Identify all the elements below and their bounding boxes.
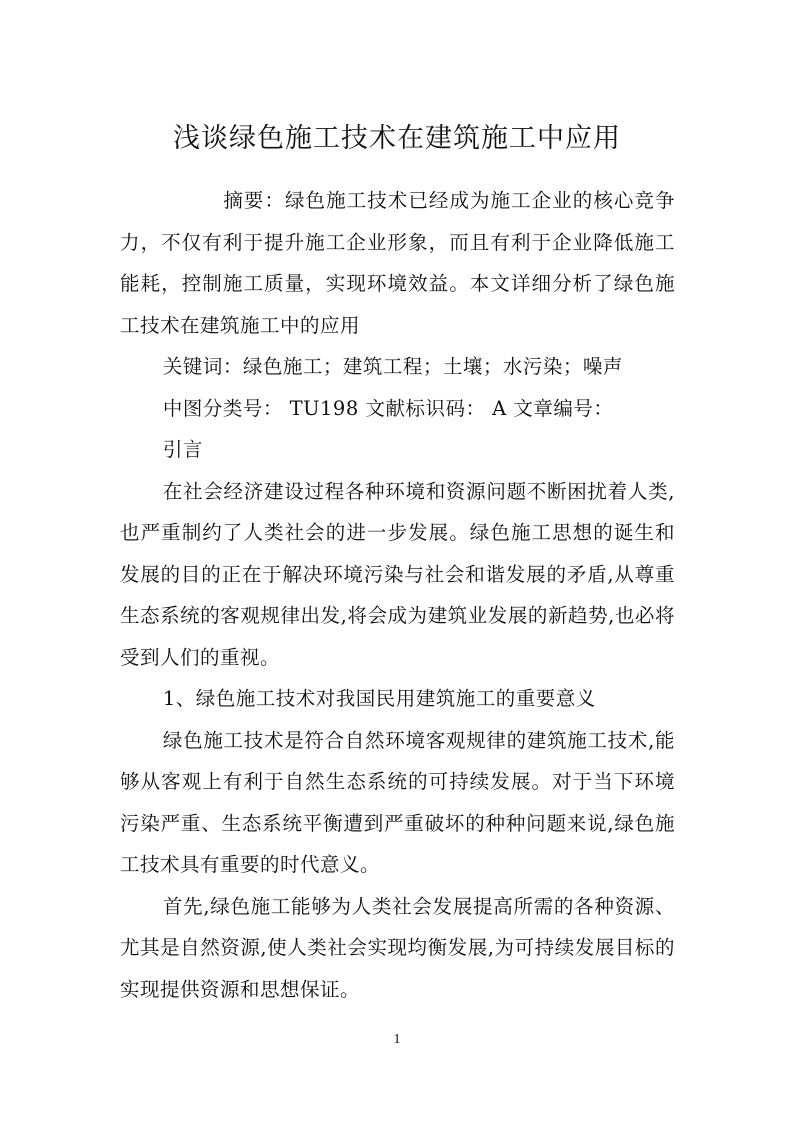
abstract-paragraph: 摘要：绿色施工技术已经成为施工企业的核心竞争力，不仅有利于提升施工企业形象，而且有利于企业降低施工能耗，控制施工质量，实现环境效益。本文详细分析了绿色施工技术在建筑施工中的应用 [120, 189, 675, 337]
document-title: 浅谈绿色施工技术在建筑施工中应用 [173, 123, 621, 155]
keywords-line: 关键词：绿色施工；建筑工程；土壤；水污染；噪声 [162, 355, 623, 378]
section-heading: 1、绿色施工技术对我国民用建筑施工的重要意义 [162, 687, 596, 710]
body-paragraph: 首先,绿色施工能够为人类社会发展提高所需的各种资源、尤其是自然资源,使人类社会实现均衡发展,为可持续发展目标的实现提供资源和思想保证。 [120, 894, 675, 1001]
body-paragraph: 绿色施工技术是符合自然环境客观规律的建筑施工技术,能够从客观上有利于自然生态系统的可持续发展。对于当下环境污染严重、生态系统平衡遭到严重破坏的种种问题来说,绿色施工技术具有重要的时代意义。 [120, 728, 675, 876]
intro-heading: 引言 [162, 438, 203, 461]
document-body [120, 180, 675, 1010]
classification-line: 中图分类号： TU198 文献标识码： A 文章编号： [162, 396, 614, 420]
body-paragraph: 在社会经济建设过程各种环境和资源问题不断困扰着人类,也严重制约了人类社会的进一步发展。绿色施工思想的诞生和发展的目的正在于解决环境污染与社会和谐发展的矛盾,从尊重生态系统的客观规律出发,将会成为建筑业发展的新趋势,也必将受到人们的重视。 [120, 479, 675, 669]
page-number: 1 [393, 1032, 401, 1047]
